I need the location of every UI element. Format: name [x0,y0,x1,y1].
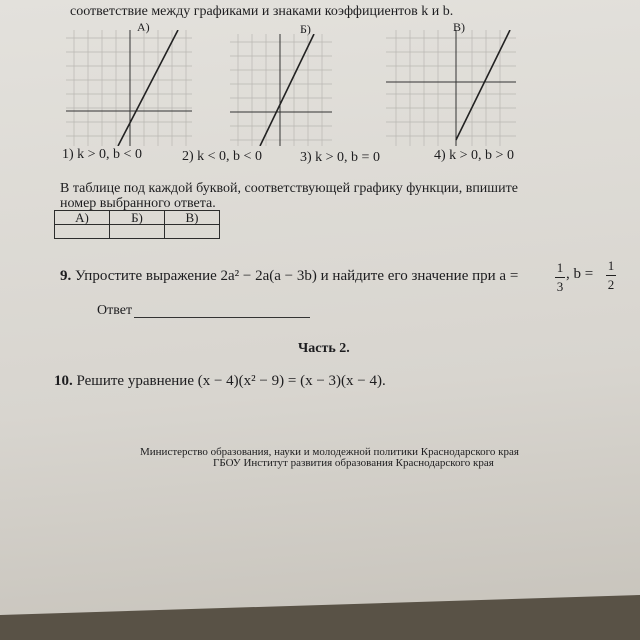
graph-b-line [260,34,314,146]
footer-line-1: Министерство образования, науки и молодежной политики Краснодарского края [140,446,519,458]
fraction-a-denominator: 3 [556,279,564,294]
header-line: соответствие между графиками и знаками коэффициентов k и b. [70,4,454,19]
fraction-a-numerator: 1 [556,260,564,275]
graph-c-line [456,30,510,140]
question-10-number: 10. [54,373,73,389]
graph-a-line [118,30,178,146]
question-9-text: Упростите выражение 2a² − 2a(a − 3b) и найдите его значение при a = [75,268,519,284]
fraction-b-numerator: 1 [607,258,615,273]
question-9 [60,268,518,285]
graph-label-b: Б) [300,22,311,36]
fraction-b [606,258,616,293]
option-2: 2) k < 0, b < 0 [182,149,262,164]
answer-header-c: В) [165,211,220,225]
graph-a [66,30,192,146]
question-10-text: Решите уравнение (x − 4)(x² − 9) = (x − 3)(x − 4). [76,373,386,389]
answer-header-a: А) [55,211,110,225]
answer-header-b: Б) [110,211,165,225]
graph-b [230,34,332,146]
part-2-heading: Часть 2. [298,341,350,356]
option-1: 1) k > 0, b < 0 [62,147,142,162]
question-9-number: 9. [60,268,72,284]
b-label: , b = [566,266,594,282]
fraction-b-denominator: 2 [607,277,615,292]
instruction-line-1: В таблице под каждой буквой, соответствующей графику функции, впишите [60,181,518,196]
option-3: 3) k > 0, b = 0 [300,150,380,165]
answer-line[interactable] [134,317,310,318]
answer-cell-a[interactable] [55,225,110,239]
instruction-line-2: номер выбранного ответа. [60,196,216,211]
question-10 [54,373,386,390]
graph-label-c: В) [453,20,465,34]
graph-label-a: А) [137,20,150,34]
answer-cell-b[interactable] [110,225,165,239]
answer-label: Ответ [97,303,133,318]
answer-cell-c[interactable] [165,225,220,239]
graph-c [386,30,516,146]
option-4: 4) k > 0, b > 0 [434,148,514,163]
footer-line-2: ГБОУ Институт развития образования Краснодарского края [213,457,494,469]
fraction-a [555,260,565,295]
answer-table [54,210,220,239]
